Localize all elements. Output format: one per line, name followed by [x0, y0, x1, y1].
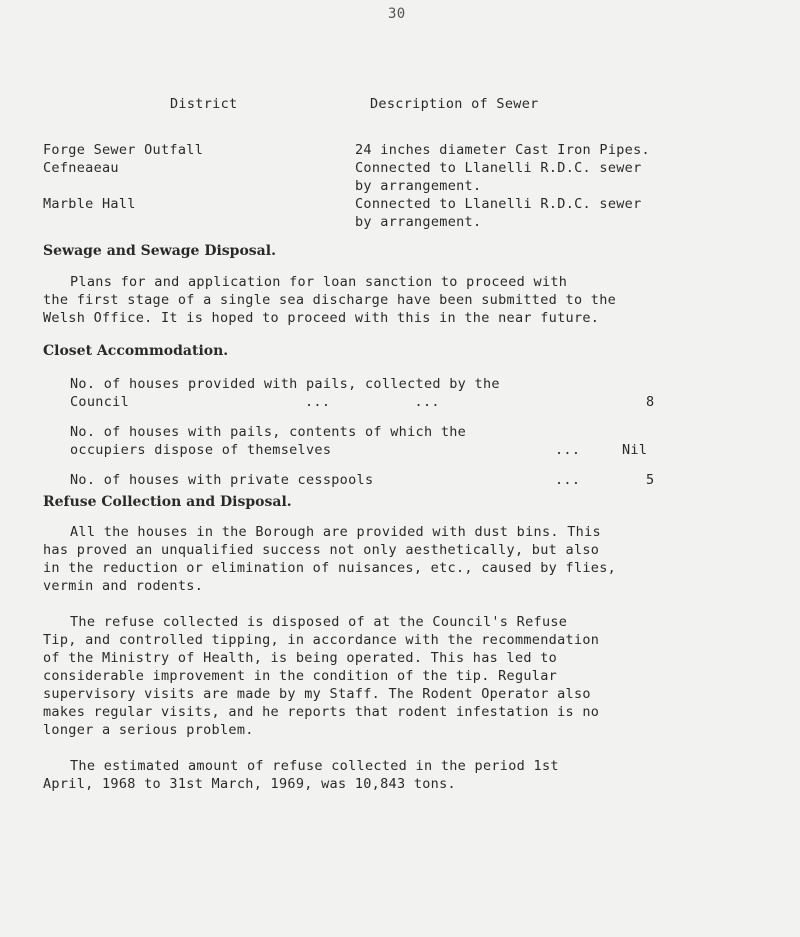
column-header-description: Description of Sewer — [370, 96, 539, 112]
refuse-para2-line-7: longer a serious problem. — [43, 722, 254, 738]
refuse-para3-line-2: April, 1968 to 31st March, 1969, was 10,843 tons. — [43, 776, 456, 792]
closet-item-2-dots: ... — [555, 442, 581, 458]
closet-item-2-line-1: No. of houses with pails, contents of which the — [70, 424, 467, 440]
closet-item-2-line-2: occupiers dispose of themselves — [70, 442, 332, 458]
refuse-para1-line-3: in the reduction or elimination of nuisances, etc., caused by flies, — [43, 560, 617, 576]
closet-item-1-line-1: No. of houses provided with pails, collected by the — [70, 376, 500, 392]
closet-item-1-line-2: Council — [70, 394, 129, 410]
refuse-heading: Refuse Collection and Disposal. — [43, 494, 292, 510]
sewage-line-3: Welsh Office. It is hoped to proceed with this in the near future. — [43, 310, 600, 326]
description-marble-hall-2: by arrangement. — [355, 214, 482, 230]
closet-heading: Closet Accommodation. — [43, 343, 229, 359]
district-cefneaeau: Cefneaeau — [43, 160, 119, 176]
sewage-heading: Sewage and Sewage Disposal. — [43, 243, 276, 259]
refuse-para2-line-6: makes regular visits, and he reports that rodent infestation is no — [43, 704, 600, 720]
description-marble-hall-1: Connected to Llanelli R.D.C. sewer — [355, 196, 642, 212]
refuse-para2-line-2: Tip, and controlled tipping, in accordance with the recommendation — [43, 632, 600, 648]
refuse-para1-line-4: vermin and rodents. — [43, 578, 204, 594]
sewage-line-2: the first stage of a single sea discharge have been submitted to the — [43, 292, 617, 308]
description-forge: 24 inches diameter Cast Iron Pipes. — [355, 142, 650, 158]
description-cefneaeau-2: by arrangement. — [355, 178, 482, 194]
closet-item-3-dots: ... — [555, 472, 581, 488]
refuse-para2-line-3: of the Ministry of Health, is being operated. This has led to — [43, 650, 558, 666]
description-cefneaeau-1: Connected to Llanelli R.D.C. sewer — [355, 160, 642, 176]
sewage-line-1: Plans for and application for loan sanction to proceed with — [70, 274, 568, 290]
closet-item-3-value: 5 — [646, 472, 655, 488]
district-marble-hall: Marble Hall — [43, 196, 136, 212]
refuse-para2-line-1: The refuse collected is disposed of at the Council's Refuse — [70, 614, 568, 630]
district-forge: Forge Sewer Outfall — [43, 142, 204, 158]
closet-item-1-dots: ... ... — [305, 394, 440, 410]
refuse-para3-line-1: The estimated amount of refuse collected in the period 1st — [70, 758, 559, 774]
closet-item-2-value: Nil — [622, 442, 648, 458]
page-number: 30 — [388, 6, 406, 22]
refuse-para1-line-2: has proved an unqualified success not only aesthetically, but also — [43, 542, 600, 558]
refuse-para2-line-5: supervisory visits are made by my Staff. The Rodent Operator also — [43, 686, 591, 702]
closet-item-1-value: 8 — [646, 394, 655, 410]
refuse-para2-line-4: considerable improvement in the condition of the tip. Regular — [43, 668, 558, 684]
column-header-district: District — [170, 96, 238, 112]
closet-item-3-line-1: No. of houses with private cesspools — [70, 472, 374, 488]
refuse-para1-line-1: All the houses in the Borough are provided with dust bins. This — [70, 524, 601, 540]
